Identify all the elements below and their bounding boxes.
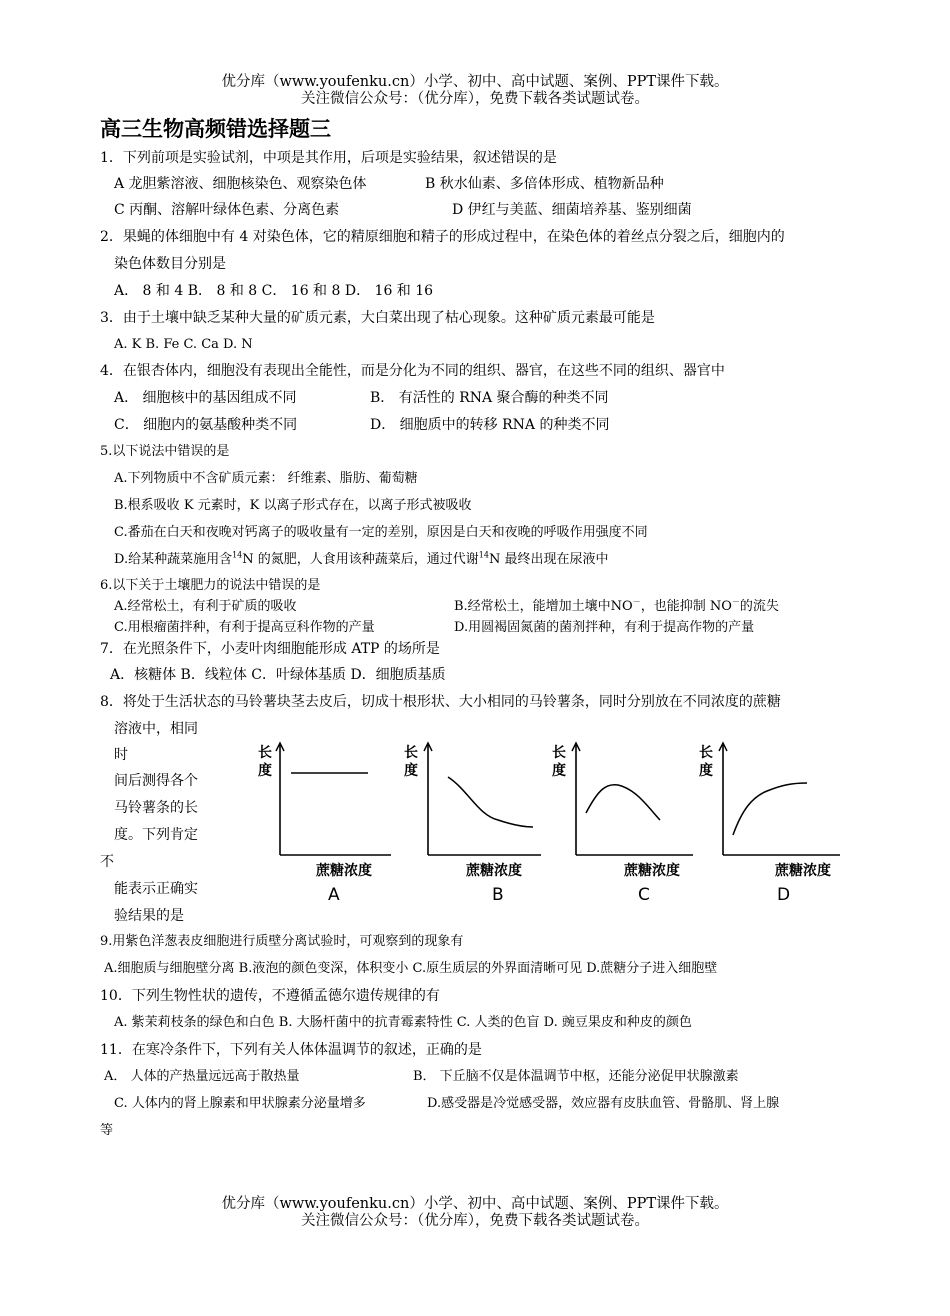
header-line-1: 优分库（www.youfenku.cn）小学、初中、高中试题、案例、PPT课件下载。	[221, 74, 729, 90]
q2-options: A． 8 和 4 B． 8 和 8 C． 16 和 8 D． 16 和 16	[114, 283, 434, 299]
q6-option-a: A.经常松土，有利于矿质的吸收	[114, 599, 297, 614]
q5-option-c: C.番茄在白天和夜晚对钙离子的吸收量有一定的差别，原因是白天和夜晚的呼吸作用强度不同	[114, 525, 648, 540]
graph-a-caption: A	[328, 885, 340, 905]
q8-side-text: 马铃薯条的长	[114, 800, 198, 816]
q11-option-a: A． 人体的产热量远远高于散热量	[104, 1069, 300, 1084]
q3-stem: 3．由于土壤中缺乏某种大量的矿质元素，大白菜出现了枯心现象。这种矿质元素最可能是	[100, 310, 655, 326]
graph-b-caption: B	[492, 885, 504, 905]
q8-side-text: 验结果的是	[114, 908, 184, 924]
q8-stem: 8．将处于生活状态的马铃薯块茎去皮后，切成十根形状、大小相同的马铃薯条，同时分别放在不同浓度的蔗糖	[100, 694, 781, 710]
q1-option-b: B 秋水仙素、多倍体形成、植物新品种	[425, 176, 664, 192]
q4-option-c: C． 细胞内的氨基酸种类不同	[114, 417, 298, 433]
q8-side-text: 时	[114, 747, 128, 763]
q1-stem: 1．下列前项是实验试剂，中项是其作用，后项是实验结果，叙述错误的是	[100, 150, 557, 166]
graph-c	[548, 735, 703, 910]
graph-a	[248, 735, 398, 910]
q6-option-d: D.用圆褐固氮菌的菌剂拌种，有利于提高作物的产量	[454, 620, 755, 635]
q6-option-b: B.经常松土，能增加土壤中NO－，也能抑制 NO－的流失	[454, 597, 779, 614]
q11-option-d-cont: 等	[100, 1123, 114, 1138]
q10-stem: 10．下列生物性状的遗传，不遵循孟德尔遗传规律的有	[100, 988, 440, 1004]
q5-option-d: D.给某种蔬菜施用含$^{14}$N 的氮肥，人食用该种蔬菜后，通过代谢$^{14}$N 最终出现在尿液中	[114, 550, 609, 567]
footer-line-2: 关注微信公众号：（优分库），免费下载各类试题试卷。	[301, 1213, 649, 1229]
q2-stem-line-2: 染色体数目分别是	[114, 256, 226, 272]
q8-side-text: 间后测得各个	[114, 773, 198, 789]
graph-a-ylabel-2: 度	[258, 763, 272, 779]
q1-option-c: C 丙酮、溶解叶绿体色素、分离色素	[114, 202, 340, 218]
q8-side-text: 溶液中，相同	[114, 721, 198, 737]
graph-d-curve	[733, 783, 807, 835]
graph-b-ylabel-1: 长	[404, 745, 418, 761]
footer-line-1: 优分库（www.youfenku.cn）小学、初中、高中试题、案例、PPT课件下载。	[221, 1196, 729, 1212]
graph-d-ylabel-2: 度	[699, 763, 713, 779]
q5-option-a: A.下列物质中不含矿质元素： 纤维素、脂肪、葡萄糖	[114, 471, 418, 486]
q4-option-a: A． 细胞核中的基因组成不同	[114, 390, 297, 406]
graph-d-ylabel-1: 长	[699, 745, 713, 761]
q11-option-b: B． 下丘脑不仅是体温调节中枢，还能分泌促甲状腺激素	[413, 1069, 739, 1084]
q3-options: A. K B. Fe C. Ca D. N	[114, 337, 253, 352]
header-line-2: 关注微信公众号：（优分库），免费下载各类试题试卷。	[301, 91, 649, 107]
q11-option-d: D.感受器是冷觉感受器，效应器有皮肤血管、骨骼肌、肾上腺	[427, 1096, 780, 1111]
q8-side-text: 能表示正确实	[114, 881, 198, 897]
q7-stem: 7．在光照条件下，小麦叶肉细胞能形成 ATP 的场所是	[100, 641, 440, 657]
q7-options: A．核糖体 B．线粒体 C．叶绿体基质 D．细胞质基质	[110, 667, 446, 683]
q4-option-d: D． 细胞质中的转移 RNA 的种类不同	[370, 417, 610, 433]
graph-c-ylabel-1: 长	[552, 745, 566, 761]
graph-c-curve	[586, 785, 660, 820]
q8-side-text: 度。下列肯定	[114, 827, 198, 843]
graph-b-ylabel-2: 度	[404, 763, 418, 779]
graph-b-xlabel: 蔗糖浓度	[466, 863, 522, 879]
page-title: 高三生物高频错选择题三	[100, 116, 331, 141]
q5-option-b: B.根系吸收 K 元素时，K 以离子形式存在，以离子形式被吸收	[114, 498, 472, 513]
graph-a-ylabel-1: 长	[258, 745, 272, 761]
q11-stem: 11．在寒冷条件下，下列有关人体体温调节的叙述，正确的是	[100, 1042, 482, 1058]
q4-stem: 4．在银杏体内，细胞没有表现出全能性，而是分化为不同的组织、器官，在这些不同的组织、器官中	[100, 363, 725, 379]
graph-c-ylabel-2: 度	[552, 763, 566, 779]
graph-b	[398, 735, 548, 910]
q9-options: A.细胞质与细胞壁分离 B.液泡的颜色变深，体积变小 C.原生质层的外界面清晰可见 D.蔗糖分子进入细胞壁	[104, 961, 718, 976]
graph-c-xlabel: 蔗糖浓度	[624, 863, 680, 879]
graph-b-curve	[448, 777, 533, 827]
graph-a-xlabel: 蔗糖浓度	[316, 863, 372, 879]
q9-stem: 9.用紫色洋葱表皮细胞进行质壁分离试验时，可观察到的现象有	[100, 934, 464, 949]
graph-d	[697, 735, 847, 910]
q2-stem-line-1: 2．果蝇的体细胞中有 4 对染色体，它的精原细胞和精子的形成过程中，在染色体的着丝点分裂之后，细胞内的	[100, 229, 785, 245]
graph-c-caption: C	[638, 885, 650, 905]
graph-d-xlabel: 蔗糖浓度	[775, 863, 831, 879]
q6-option-c: C.用根瘤菌拌种，有利于提高豆科作物的产量	[114, 620, 375, 635]
graph-d-caption: D	[777, 885, 791, 905]
q5-stem: 5.以下说法中错误的是	[100, 444, 230, 459]
q8-side-text: 不	[100, 854, 114, 870]
q10-options: A. 紫茉莉枝条的绿色和白色 B. 大肠杆菌中的抗青霉素特性 C. 人类的色盲 D. 豌豆果皮和种皮的颜色	[114, 1015, 692, 1030]
q11-option-c: C. 人体内的肾上腺素和甲状腺素分泌量增多	[114, 1096, 366, 1111]
q4-option-b: B． 有活性的 RNA 聚合酶的种类不同	[370, 390, 609, 406]
q6-stem: 6.以下关于土壤肥力的说法中错误的是	[100, 578, 321, 593]
q1-option-d: D 伊红与美蓝、细菌培养基、鉴别细菌	[452, 202, 692, 218]
q1-option-a: A 龙胆紫溶液、细胞核染色、观察染色体	[114, 176, 367, 192]
